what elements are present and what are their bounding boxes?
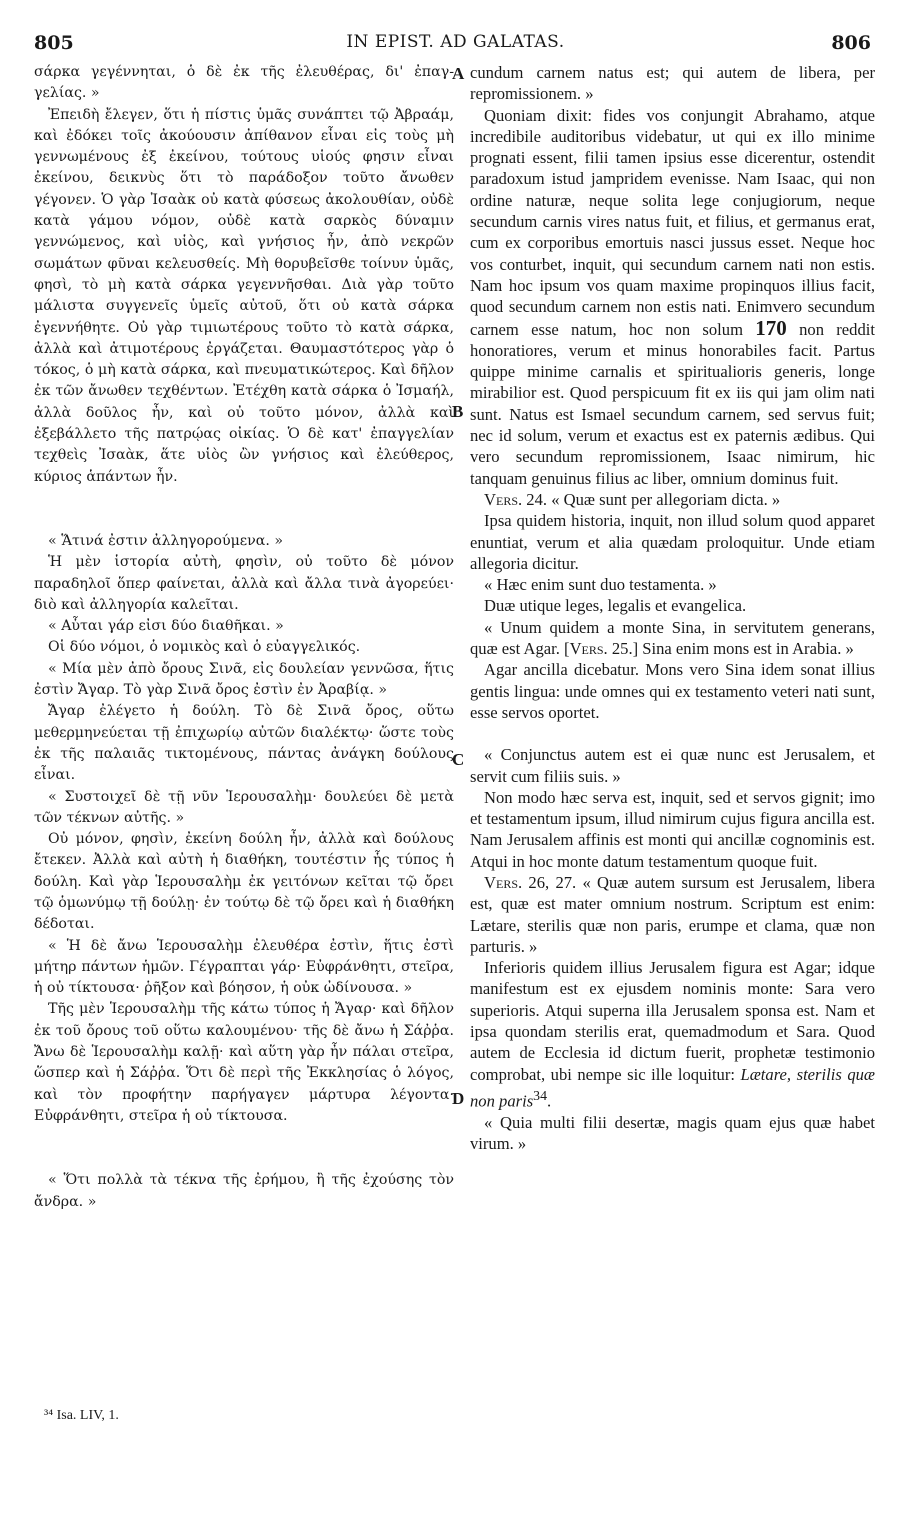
verse-reference: Vers. 24. bbox=[484, 489, 548, 509]
margin-letter-c: C bbox=[452, 750, 465, 769]
latin-text: Inferioris quidem illius Jerusalem figura est Agar; idque manifestum est ex ejusdem nominis monte: Sara vero superioris. Atqui superna illa Jerusalem sponsa est. Nam et ipsa quondam sterilis erat, quemadmodum et Sara. Quod autem de Ecclesia id dictum fuerit, prophetæ testimonio comprobat, ubi nempe sic ille loquitur: bbox=[470, 958, 875, 1084]
latin-lemma bbox=[470, 617, 875, 660]
latin-text: « Quæ autem sursum est Jerusalem, libera est, quæ est mater omnium nostrum. Scriptum est enim: Lætare, sterilis quæ non paris, erumpe et clama, quæ non parturis. » bbox=[470, 872, 875, 956]
footnote-marker: 34 bbox=[533, 1087, 547, 1103]
latin-quotation: Lætare, sterilis quæ non paris bbox=[470, 1064, 875, 1111]
greek-paragraph: Ἡ μὲν ἱστορία αὐτὴ, φησὶν, οὐ τοῦτο δὲ μόνον παραδηλοῖ ὅπερ φαίνεται, ἀλλὰ καὶ ἄλλα τινὰ ἀγορεύει· διὸ καὶ ἀλληγορία καλεῖται. bbox=[34, 554, 454, 613]
latin-lemma bbox=[470, 489, 875, 510]
latin-text: non reddit honoratiores, verum et minus honorabiles facit. Partus quippe minime carnalis et spiritualioris generis, longe mirabilior est. Quod perspicuum fit ex iis qui jam olim nati sunt. Natus est Ismael secundum carnem, sed servus fuit; nec id solum, verum et exactus est ex paternis ædibus. Qui vero secundum repromissionem, Isaac nimirum, hic tanquam genuinus filius ac liber, omnium dominus fuit. bbox=[470, 319, 875, 488]
latin-paragraph bbox=[470, 105, 875, 489]
latin-paragraph: cundum carnem natus est; qui autem de libera, per repromissionem. » bbox=[470, 63, 875, 104]
latin-paragraph: Ipsa quidem historia, inquit, non illud solum quod apparet enuntiat, verum et alia quædam proloquitur. Unde etiam allegoria dicitur. bbox=[470, 511, 875, 573]
greek-lemma: « Ἅτινά ἐστιν ἀλληγορούμενα. » bbox=[48, 532, 284, 549]
running-title: IN EPIST. AD GALATAS. bbox=[346, 32, 565, 52]
greek-lemma: « Αὗται γάρ εἰσι δύο διαθῆκαι. » bbox=[48, 618, 284, 635]
latin-paragraph: Non modo hæc serva est, inquit, sed et servos gignit; imo et testamentum ipsum, illud nimirum cujus figura ancilla est. Nam Jerusalem affinis est monti qui ancillæ cognominis est. Atqui in hoc monte datum testamentum quoque fuit. bbox=[470, 787, 875, 871]
margin-letter-d: D bbox=[452, 1089, 465, 1108]
latin-lemma: « Hæc enim sunt duo testamenta. » bbox=[484, 575, 717, 595]
latin-lemma: « Quia multi filii desertæ, magis quam ejus quæ habet virum. » bbox=[470, 1112, 875, 1154]
greek-lemma: « Ὅτι πολλὰ τὰ τέκνα τῆς ἐρήμου, ἢ τῆς ἐχούσης τὸν ἄνδρα. » bbox=[34, 1172, 454, 1210]
greek-paragraph: Οὐ μόνον, φησὶν, ἐκείνη δούλη ἦν, ἀλλὰ καὶ δούλους ἔτεκεν. Ἀλλὰ καὶ αὐτὴ ἡ διαθήκη, τουτέστιν ἧς τύπος ἡ δούλη. Καὶ γὰρ Ἱερουσαλὴμ ἐκ γειτόνων κεῖται τῷ ὄρει τῷ ὁμωνύμῳ τῇ δούλῃ· ἐν τούτῳ δὲ τῷ ὄρει καὶ ἡ διαθήκη δέδοται. bbox=[34, 831, 454, 933]
column-number: 170 bbox=[755, 315, 787, 340]
greek-column bbox=[34, 62, 454, 1213]
verse-reference: Vers. 26, 27. bbox=[484, 872, 577, 892]
verse-reference: Vers. 25. bbox=[569, 639, 633, 659]
greek-paragraph: Τῆς μὲν Ἱερουσαλὴμ τῆς κάτω τύπος ἡ Ἄγαρ· καὶ δῆλον ἐκ τοῦ ὄρους τοῦ οὕτω καλουμένου· τῆς δὲ ἄνω ἡ Σάῤῥα. Ἄνω δὲ Ἱερουσαλὴμ καλῇ· καὶ αὕτη γὰρ ἦν πάλαι στεῖρα, ὥσπερ καὶ ἡ Σάῤῥα. Ὅτι δὲ περὶ τῆς Ἐκκλησίας ὁ λόγος, καὶ τὸν προφήτην παρήγαγεν μάρτυρα λέγοντα· Εὐφράνθητι, στεῖρα ἡ οὐ τίκτουσα. bbox=[34, 1001, 454, 1124]
greek-paragraph: Ἐπειδὴ ἔλεγεν, ὅτι ἡ πίστις ὑμᾶς συνάπτει τῷ Ἀβραάμ, καὶ ἐδόκει τοῖς ἀκούουσιν ἀπίθανον εἶναι εἰς τοὺς μὴ γεννωμένους ἐξ ἐκείνου, τούτους υἱούς φησιν εἶναι ἐκείνου, δεικνὺς ὅτι τὸ παράδοξον τοῦτο ἄνωθεν γέγονεν. Ὁ γὰρ Ἰσαὰκ οὐ κατὰ φύσεως ἀκολουθίαν, οὐδὲ κατὰ γάμου νόμον, οὐδὲ κατὰ σαρκὸς δύναμιν γεννώμενος, καὶ υἱὸς, καὶ γνήσιος ἦν, ἀπὸ νεκρῶν σωμάτων φῦναι κελευσθείς. Μὴ θορυβεῖσθε τοίνυν ὑμᾶς, φησὶ, τὸ μὴ κατὰ σάρκα γεγεννῆσθαι. Διὰ γὰρ τοῦτο μάλιστα συγγενεῖς ὑμεῖς αὐτοῦ, ὅτι οὐ κατὰ σάρκα ἐγεννήθητε. Οὐ γὰρ τιμιωτέρους τοῦτο τὸ κατὰ σάρκα, ἀλλὰ καὶ ἀτιμοτέρους ἐργάζεται. Θαυμαστότερος γὰρ ὁ τόκος, ὁ μὴ κατὰ σάρκα, καὶ πνευματικώτερος. Καὶ δῆλον ἐκ τῶν ἄνωθεν τεχθέντων. Ἐτέχθη κατὰ σάρκα ὁ Ἰσμαήλ, ἀλλὰ δοῦλος ἦν, καὶ οὐ τοῦτο μόνον, ἀλλὰ καὶ ἐξεβάλλετο τῆς πατρῴας οἰκίας. Ὁ δὲ κατ' ἐπαγγελίαν τεχθεὶς Ἰσαὰκ, ἅτε υἱὸς ὢν γνήσιος καὶ ἐλεύθερος, κύριος ἁπάντων ἦν. bbox=[34, 106, 454, 485]
greek-lemma: « Συστοιχεῖ δὲ τῇ νῦν Ἱερουσαλὴμ· δουλεύει δὲ μετὰ τῶν τέκνων αὐτῆς. » bbox=[34, 788, 454, 826]
latin-column bbox=[470, 62, 875, 1154]
latin-text: Quoniam dixit: fides vos conjungit Abrahamo, atque incredibile auditoribus videbatur, ut qui ex illo minime prognati essent, filii tamen ipsius esse dicerentur, ostendit paradoxum istud jampridem evenisse. Nam Isaac, qui non ordine naturæ, neque solita lege conjugiorum, neque secundum carnis vires natus fuit, et filius, et germanus erat, cum ex corporibus emortuis nasci jussus esset. Neque hoc vos conturbet, inquit, qui secundum carnem nati non estis. Nam hoc ipsum vos quam maxime propinquos illius facit, quod secundum carnem non estis nati. Enimvero secundum carnem esse natum, hoc non solum bbox=[470, 105, 875, 339]
footnote: ³⁴ Isa. LIV, 1. bbox=[44, 1408, 119, 1423]
latin-paragraph: Inferioris quidem illius Jerusalem figura est Agar; idque manifestum est ex ejusdem nominis monte: Sara vero superioris. Atqui superna illa Jerusalem sponsa est. Nam et ipsa quondam sterilis erat, quemadmodum et Sara. Quod autem de Ecclesia id dictum fuerit, prophetæ testimonio comprobat, ubi nempe sic ille loquitur: Lætare, sterilis quæ non paris$^{34}$. bbox=[470, 958, 875, 1111]
right-page-number: 806 bbox=[831, 32, 871, 54]
latin-text: ] Sina enim mons est in Arabia. » bbox=[632, 639, 854, 659]
greek-paragraph: Οἱ δύο νόμοι, ὁ νομικὸς καὶ ὁ εὐαγγελικός. bbox=[48, 639, 361, 656]
margin-letter-a: A bbox=[452, 64, 465, 83]
running-header bbox=[0, 30, 911, 60]
greek-paragraph: σάρκα γεγέννηται, ὁ δὲ ἐκ τῆς ἐλευθέρας, δι' ἐπαγ-γελίας. » bbox=[34, 64, 454, 102]
latin-lemma: « Conjunctus autem est ei quæ nunc est Jerusalem, et servit cum filiis suis. » bbox=[470, 745, 875, 786]
latin-paragraph: Duæ utique leges, legalis et evangelica. bbox=[484, 596, 747, 616]
greek-lemma: « Μία μὲν ἀπὸ ὄρους Σινᾶ, εἰς δουλείαν γεννῶσα, ἥτις ἐστὶν Ἄγαρ. Τὸ γὰρ Σινᾶ ὄρος ἐστὶν ἐν Ἀραβίᾳ. » bbox=[34, 660, 454, 699]
latin-text: « Unum quidem a monte Sina, in servitutem generans, quæ est Agar. [ bbox=[470, 617, 875, 659]
latin-lemma bbox=[470, 872, 875, 957]
latin-text: « Quæ sunt per allegoriam dicta. » bbox=[551, 489, 781, 509]
margin-letter-b: B bbox=[452, 402, 464, 421]
greek-lemma: « Ἡ δὲ ἄνω Ἱερουσαλὴμ ἐλευθέρα ἐστὶν, ἥτις ἐστὶ μήτηρ πάντων ἡμῶν. Γέγραπται γάρ· Εὐφράνθητι, στεῖρα, ἡ οὐ τίκτουσα· ῥῆξον καὶ βόησον, ἡ οὐκ ὠδίνουσα. » bbox=[34, 937, 454, 997]
greek-paragraph: Ἄγαρ ἐλέγετο ἡ δούλη. Τὸ δὲ Σινᾶ ὄρος, οὕτω μεθερμηνεύεται τῇ ἐπιχωρίῳ αὐτῶν διαλέκτῳ· ὥστε τοὺς ἐκ τῆς παλαιᾶς τικτομένους, πάντας ἀνάγκη δούλους εἶναι. bbox=[34, 703, 454, 784]
latin-paragraph: Agar ancilla dicebatur. Mons vero Sina idem sonat illius gentis lingua: unde omnes qui ex testamento veteri nati sunt, esse servos oportet. bbox=[470, 660, 875, 722]
left-page-number: 805 bbox=[34, 32, 74, 54]
